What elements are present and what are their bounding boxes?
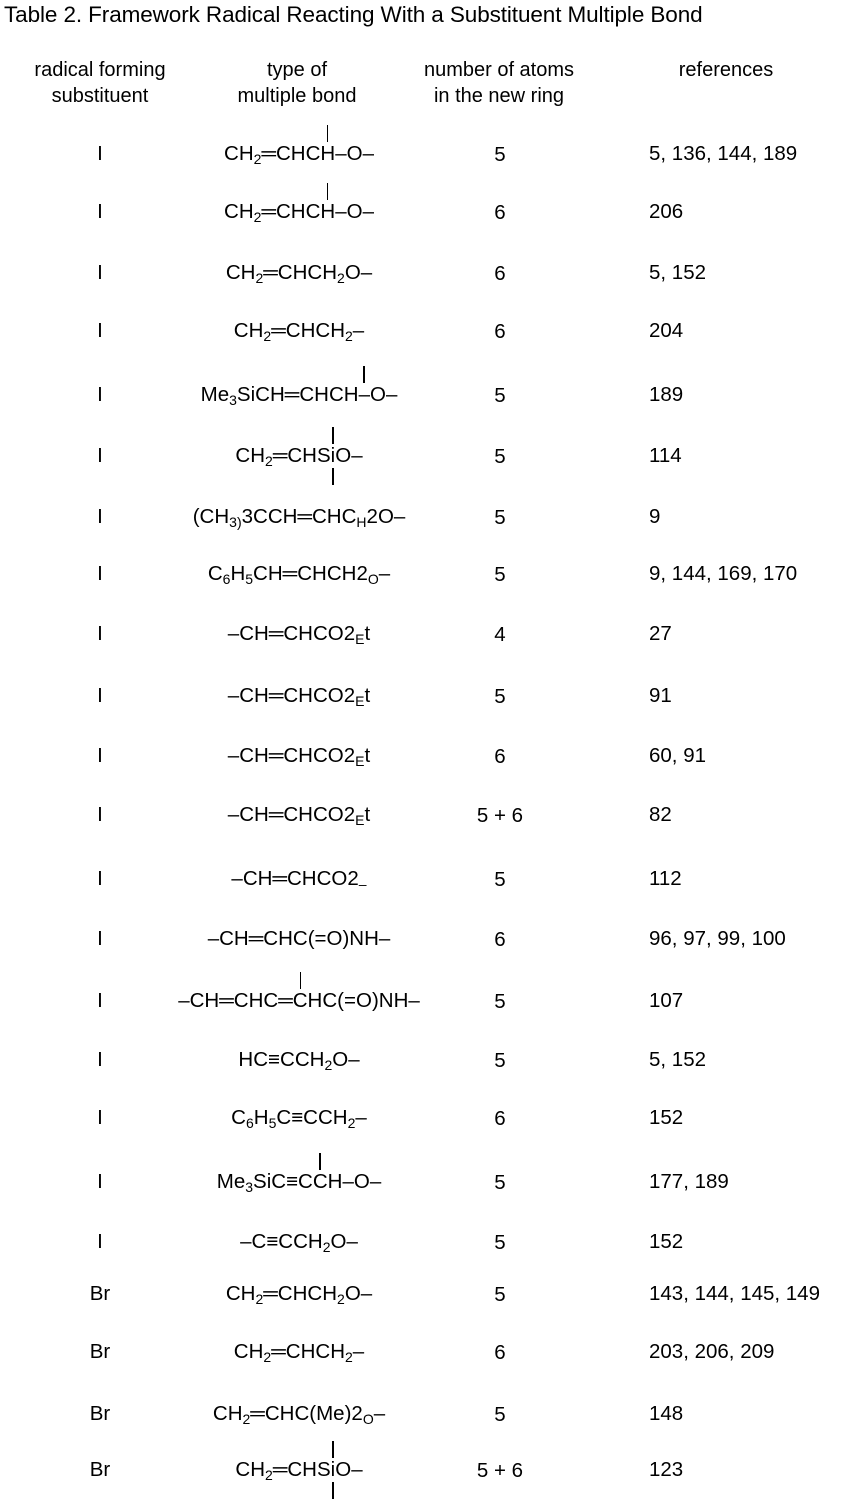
- bond-formula: $C_6H_5C\equiv CCH_2-$: [231, 1106, 367, 1131]
- cell-ring-atoms: 5 + 6: [476, 1459, 524, 1482]
- cell-references: 203, 206, 209: [649, 1340, 775, 1363]
- cell-substituent: I: [97, 867, 103, 890]
- bond-stub-mark: [332, 1441, 334, 1458]
- cell-references: 82: [649, 803, 672, 826]
- header-ring-atoms: number of atoms in the new ring: [423, 59, 575, 107]
- cell-substituent: I: [97, 744, 103, 767]
- cell-ring-atoms: 6: [494, 201, 506, 224]
- header-bond-type: type of multiple bond: [237, 59, 357, 107]
- cell-references: 9, 144, 169, 170: [649, 562, 798, 585]
- cell-substituent: I: [97, 803, 103, 826]
- cell-ring-atoms: 6: [494, 1341, 506, 1364]
- cell-references: 5, 136, 144, 189: [649, 142, 798, 165]
- cell-bond-type: [139, 867, 459, 891]
- cell-references: 152: [649, 1106, 684, 1129]
- cell-bond-type: [139, 505, 459, 529]
- cell-ring-atoms: 5: [494, 1231, 506, 1254]
- bond-formula: $CH_2═CHC(Me)2_O-$: [212, 1402, 386, 1427]
- bond-formula: $CH_2═CHCH-O-$: [224, 142, 374, 166]
- bond-formula: $-CH═CHCO2_-$: [231, 867, 367, 892]
- cell-ring-atoms: 5: [494, 990, 506, 1013]
- cell-references: 27: [649, 622, 672, 645]
- bond-stub-mark: [332, 1482, 334, 1499]
- cell-substituent: I: [97, 444, 103, 467]
- bond-stub-mark: [319, 1153, 321, 1170]
- cell-references: 96, 97, 99, 100: [649, 927, 786, 950]
- bond-formula: $CH_2═CHSiO-$: [235, 1458, 362, 1482]
- cell-substituent: I: [97, 383, 103, 406]
- cell-substituent: I: [97, 562, 103, 585]
- bond-formula: $C_6H_5CH═CHCH2_O-$: [207, 562, 391, 587]
- cell-references: 91: [649, 684, 672, 707]
- cell-bond-type: [139, 1170, 459, 1194]
- cell-references: 5, 152: [649, 1048, 706, 1071]
- cell-ring-atoms: 6: [494, 928, 506, 951]
- cell-substituent: I: [97, 505, 103, 528]
- bond-stub-mark: [300, 972, 302, 989]
- cell-ring-atoms: 5: [494, 563, 506, 586]
- cell-bond-type: [139, 622, 459, 646]
- cell-substituent: I: [97, 927, 103, 950]
- cell-bond-type: [139, 562, 459, 586]
- cell-ring-atoms: 5: [494, 868, 506, 891]
- bond-formula: $-CH═CHCO2_Et$: [227, 744, 371, 769]
- bond-stub-mark: [332, 427, 334, 444]
- bond-formula: $CH_2═CHCH_2-$: [233, 1340, 365, 1365]
- cell-bond-type: [139, 444, 459, 468]
- cell-ring-atoms: 5: [494, 506, 506, 529]
- cell-ring-atoms: 5: [494, 685, 506, 708]
- cell-ring-atoms: 6: [494, 320, 506, 343]
- bond-formula: –CH═CHC═CHC(=O)NH–: [178, 989, 420, 1013]
- cell-bond-type: [139, 1106, 459, 1130]
- bond-formula: $-CH═CHCO2_Et$: [227, 684, 371, 709]
- header-references: references: [678, 59, 774, 81]
- bond-formula: $CH_2═CHSiO-$: [235, 444, 362, 468]
- cell-references: 204: [649, 319, 684, 342]
- cell-ring-atoms: 5: [494, 1049, 506, 1072]
- cell-bond-type: [139, 1230, 459, 1254]
- cell-bond-type: [139, 383, 459, 407]
- cell-bond-type: [139, 1340, 459, 1364]
- bond-formula: $HC\equiv CCH_2O-$: [238, 1048, 360, 1073]
- bond-formula: $-CH═CHCO2_Et$: [227, 803, 371, 828]
- bond-formula: $CH_2═CHCH-O-$: [224, 200, 374, 224]
- cell-substituent: I: [97, 622, 103, 645]
- cell-references: 107: [649, 989, 684, 1012]
- cell-bond-type: [139, 319, 459, 343]
- bond-formula: $CH_2═CHCH_2O-$: [225, 1282, 373, 1307]
- cell-references: 112: [649, 867, 682, 890]
- bond-stub-mark: [363, 366, 365, 383]
- cell-references: 143, 144, 145, 149: [649, 1282, 820, 1305]
- cell-bond-type: [139, 261, 459, 285]
- cell-substituent: I: [97, 1170, 103, 1193]
- cell-bond-type: [139, 803, 459, 827]
- cell-substituent: Br: [89, 1402, 111, 1425]
- cell-references: 148: [649, 1402, 684, 1425]
- cell-ring-atoms: 5: [494, 143, 506, 166]
- cell-references: 60, 91: [649, 744, 706, 767]
- cell-substituent: I: [97, 319, 103, 342]
- cell-ring-atoms: 4: [494, 623, 506, 646]
- cell-bond-type: [139, 200, 459, 224]
- cell-ring-atoms: 5: [494, 1283, 506, 1306]
- cell-bond-type: [139, 1282, 459, 1306]
- cell-substituent: Br: [89, 1340, 111, 1363]
- bond-formula: $CH_2═CHCH_2O-$: [225, 261, 373, 286]
- cell-substituent: I: [97, 200, 103, 223]
- cell-references: 114: [649, 444, 682, 467]
- bond-formula: ($CH_{3)}3CCH═CHC_H2O-$: [192, 505, 406, 530]
- bond-formula: $Me_3SiCH═CHCH-O-$: [201, 383, 398, 407]
- bond-formula: $CH_2═CHCH_2-$: [233, 319, 365, 344]
- cell-substituent: I: [97, 1106, 103, 1129]
- cell-ring-atoms: 6: [494, 745, 506, 768]
- bond-stub-mark: [327, 183, 329, 200]
- cell-bond-type: [139, 1402, 459, 1426]
- cell-references: 177, 189: [649, 1170, 729, 1193]
- cell-bond-type: [139, 684, 459, 708]
- cell-substituent: I: [97, 989, 103, 1012]
- bond-formula: $Me_3SiC\equiv CCH-O-$: [217, 1170, 382, 1194]
- cell-substituent: Br: [89, 1282, 111, 1305]
- cell-ring-atoms: 6: [494, 1107, 506, 1130]
- cell-bond-type: [139, 142, 459, 166]
- header-substituent: radical forming substituent: [34, 59, 166, 107]
- cell-ring-atoms: 5 + 6: [476, 804, 524, 827]
- cell-bond-type: [139, 1048, 459, 1072]
- bond-stub-mark: [332, 468, 334, 485]
- bond-formula: –CH═CHC(=O)NH–: [207, 927, 391, 950]
- cell-substituent: I: [97, 1048, 103, 1071]
- cell-substituent: I: [97, 261, 103, 284]
- cell-bond-type: [139, 744, 459, 768]
- cell-references: 5, 152: [649, 261, 706, 284]
- cell-references: 123: [649, 1458, 684, 1481]
- cell-references: 9: [649, 505, 661, 528]
- table-title: Table 2. Framework Radical Reacting With a Substituent Multiple Bond: [4, 2, 703, 27]
- bond-stub-mark: [327, 125, 329, 142]
- cell-ring-atoms: 5: [494, 445, 506, 468]
- cell-references: 189: [649, 383, 684, 406]
- bond-formula: $-CH═CHCO2_Et$: [227, 622, 371, 647]
- cell-substituent: Br: [89, 1458, 111, 1481]
- cell-substituent: I: [97, 142, 103, 165]
- cell-ring-atoms: 5: [494, 1403, 506, 1426]
- cell-ring-atoms: 5: [494, 1171, 506, 1194]
- cell-bond-type: [139, 989, 459, 1013]
- cell-bond-type: [139, 927, 459, 951]
- cell-ring-atoms: 5: [494, 384, 506, 407]
- cell-substituent: I: [97, 1230, 103, 1253]
- cell-substituent: I: [97, 684, 103, 707]
- cell-ring-atoms: 6: [494, 262, 506, 285]
- cell-references: 152: [649, 1230, 684, 1253]
- cell-bond-type: [139, 1458, 459, 1482]
- cell-references: 206: [649, 200, 684, 223]
- bond-formula: $-C\equiv CCH_2O-$: [240, 1230, 358, 1255]
